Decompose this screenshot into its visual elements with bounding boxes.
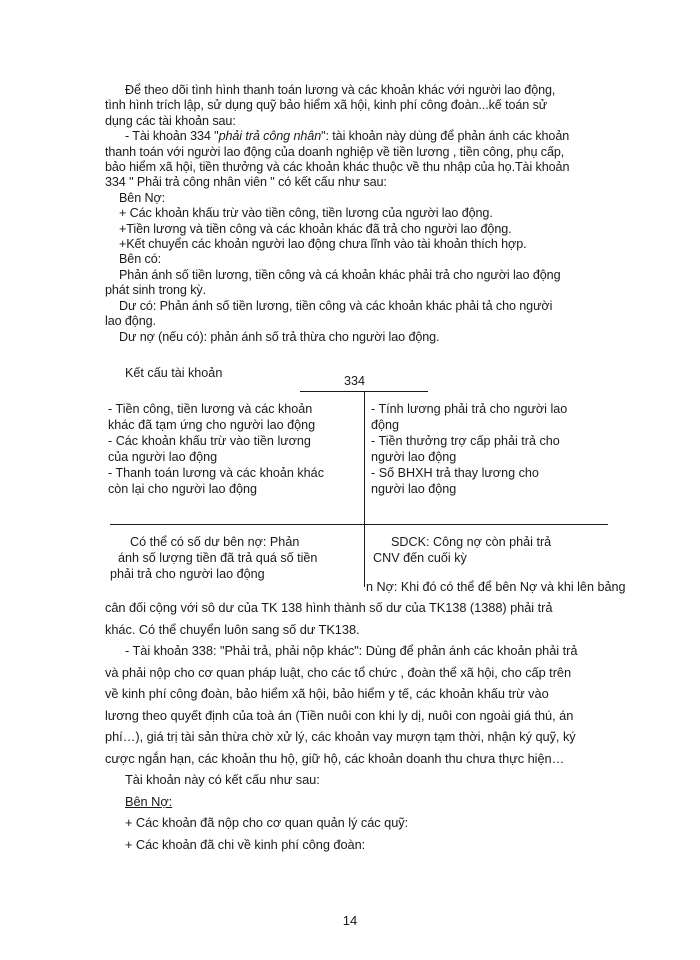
credit-line: động	[371, 418, 400, 432]
list-item: + Các khoản đã nộp cho cơ quan quản lý các quỹ:	[125, 815, 409, 830]
tk338-heading: - Tài khoản 338: "Phải trả, phải nộp khác": Dùng để phản ánh các khoản phải trả	[125, 643, 578, 658]
credit-line: - Số BHXH trả thay lương cho	[371, 466, 539, 480]
taccount-vertical-line	[364, 391, 365, 587]
balance-line: Có thể có số dư bên nợ: Phản	[130, 535, 300, 549]
credit-line: người lao động	[371, 482, 457, 496]
text-line: về kinh phí công đoàn, bảo hiểm xã hội, bảo hiểm y tế, các khoản khấu trừ vào	[105, 686, 549, 701]
debit-line: - Thanh toán lương và các khoản khác	[108, 466, 324, 480]
taccount-bottom-line	[110, 524, 608, 525]
debit-line: còn lại cho người lao động	[108, 482, 258, 496]
text-line: Dư có: Phản ánh số tiền lương, tiền công và các khoản khác phải tả cho người	[119, 298, 553, 313]
debit-line: - Các khoản khấu trừ vào tiền lương	[108, 434, 311, 448]
text-line: bảo hiểm xã hội, tiền thưởng và các khoản khác thuộc về thu nhập của họ.Tài khoản	[105, 160, 570, 175]
section-tk334	[105, 83, 638, 345]
list-item: + Các khoản khấu trừ vào tiền công, tiền lương của người lao động.	[119, 206, 493, 221]
debit-line: - Tiền công, tiền lương và các khoản	[108, 402, 313, 416]
text-line: Phản ánh số tiền lương, tiền công và cá khoản khác phải trả cho người lao động	[119, 267, 561, 282]
taccount-debit-balance	[110, 534, 360, 582]
tk334-heading: - Tài khoản 334 "phải trả công nhân": tài khoản này dùng để phản ánh các khoản	[125, 129, 570, 144]
taccount-number: 334	[344, 374, 366, 388]
debit-line: của người lao động	[108, 450, 218, 464]
text-line: Dư nợ (nếu có): phản ánh số trả thừa cho người lao động.	[119, 329, 440, 344]
credit-line: - Tiền thưởng trợ cấp phải trả cho	[371, 434, 560, 448]
text-line: cân đối cộng với sô dư của TK 138 hình thành số dư của TK138 (1388) phải trả	[105, 600, 553, 615]
text-line: khác. Có thể chuyển luôn sang số dư TK138.	[105, 621, 360, 637]
text-line: cược ngắn hạn, các khoản thu hộ, giữ hộ, các khoản doanh thu chưa thực hiện…	[105, 750, 565, 766]
page-number: 14	[342, 913, 358, 928]
credit-line: - Tính lương phải trả cho người lao	[371, 402, 568, 416]
text-line: phát sinh trong kỳ.	[105, 283, 207, 298]
text-line: phí…), giá trị tài sản thừa chờ xử lý, các khoản vay mượn tạm thời, nhận ký quỹ, ký	[105, 729, 576, 744]
text-line: tình hình trích lập, sử dụng quỹ bảo hiểm xã hội, kinh phí công đoàn...kế toán sử	[105, 98, 548, 113]
text-line: thanh toán với người lao động của doanh nghiệp về tiền lương , tiền công, phụ cấp,	[105, 144, 565, 159]
credit-line: người lao động	[371, 450, 457, 464]
debit-line: khác đã tạm ứng cho người lao động	[108, 418, 316, 432]
ben-no-label: Bên Nợ:	[119, 190, 166, 205]
text-line: lao động.	[105, 314, 156, 329]
list-item: + Các khoản đã chi về kinh phí công đoàn:	[125, 836, 366, 852]
taccount-credit-balance	[373, 534, 613, 566]
text-line: và phải nộp cho cơ quan pháp luật, cho các tổ chức , đoàn thể xã hội, cho cấp trên	[105, 664, 572, 680]
text-line: lương theo quyết định của toà án (Tiền nuôi con khi ly dị, nuôi con ngoài giá thú, án	[105, 707, 574, 723]
balance-line: SDCK: Công nợ còn phải trả	[391, 535, 552, 549]
text-line: 334 " Phải trả công nhân viên " có kết cấu như sau:	[105, 175, 387, 190]
ben-co-label: Bên có:	[119, 252, 162, 267]
text-line: dụng các tài khoản sau:	[105, 113, 236, 128]
overlap-fragment: n Nợ: Khi đó có thể để bên Nợ và khi lên bảng	[366, 580, 626, 594]
taccount-credit	[371, 401, 611, 497]
list-item: +Tiền lương và tiền công và các khoản khác đã trả cho người lao động.	[119, 221, 512, 236]
balance-line: CNV đến cuối kỳ	[373, 551, 467, 565]
section-tk338	[105, 597, 640, 855]
taccount-debit	[108, 401, 360, 497]
list-item: +Kết chuyển các khoản người lao động chưa lĩnh vào tài khoản thích hợp.	[119, 237, 527, 252]
balance-line: ánh số lượng tiền đã trả quá số tiền	[118, 551, 318, 565]
balance-line: phải trả cho người lao động	[110, 567, 265, 581]
structure-intro: Tài khoản này có kết cấu như sau:	[125, 772, 320, 787]
text-line: Để theo dõi tình hình thanh toán lương và các khoản khác với người lao động,	[125, 83, 556, 97]
taccount-label: Kết cấu tài khoản	[125, 366, 223, 380]
ben-no-label: Bên Nợ:	[125, 793, 173, 809]
